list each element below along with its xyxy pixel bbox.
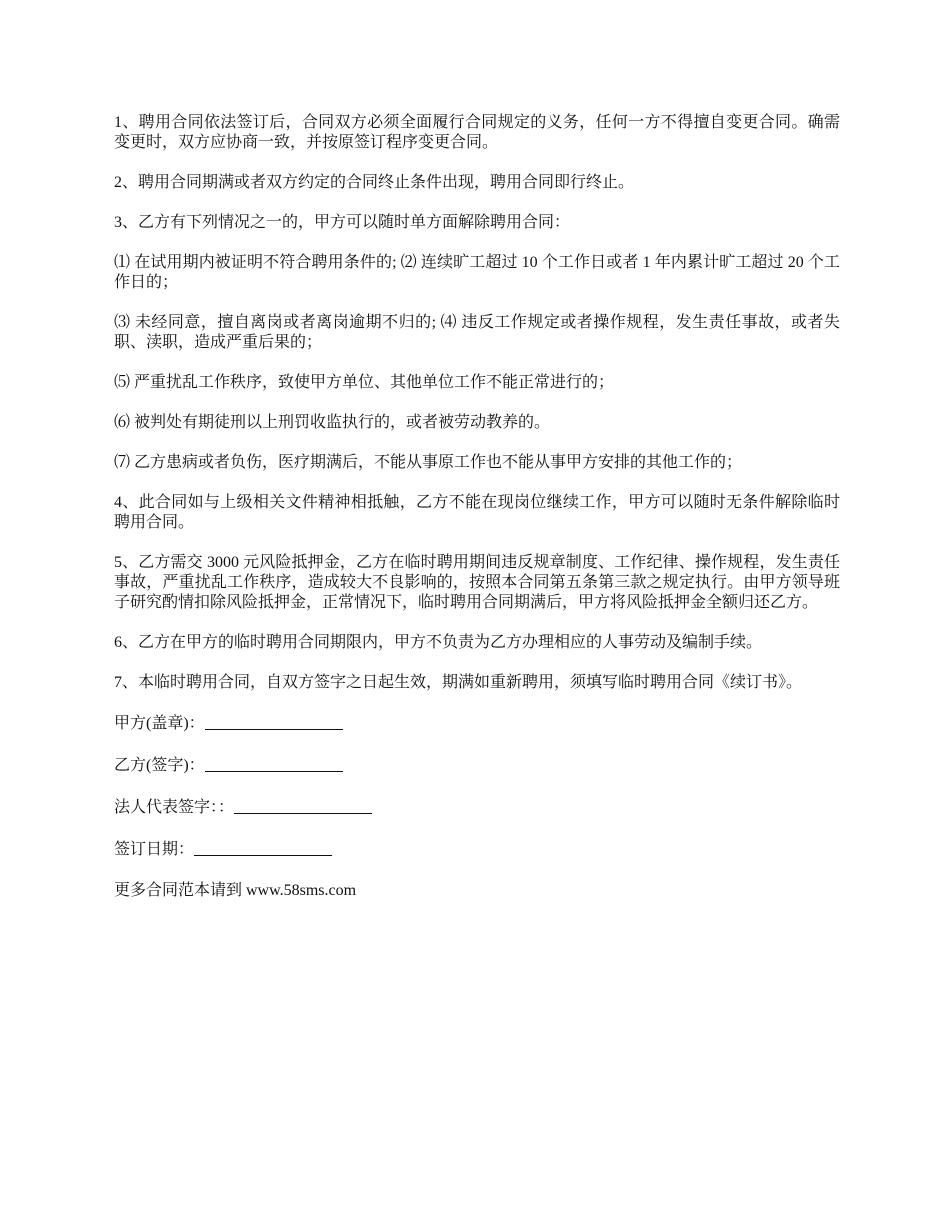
clause-3-item-3-4: ⑶ 未经同意，擅自离岗或者离岗逾期不归的; ⑷ 违反工作规定或者操作规程，发生责任事故，或者失职、渎职，造成严重后果的；	[114, 314, 840, 351]
sign-date-blank[interactable]	[194, 839, 332, 856]
party-a-signature	[114, 713, 840, 734]
party-b-signature	[114, 755, 840, 776]
clause-3-item-6: ⑹ 被判处有期徒刑以上刑罚收监执行的，或者被劳动教养的。	[114, 414, 551, 431]
clause-3-item-1-2: ⑴ 在试用期内被证明不符合聘用条件的; ⑵ 连续旷工超过 10 个工作日或者 1 年内累计旷工超过 20 个工作日的；	[114, 254, 840, 291]
party-a-blank[interactable]	[205, 713, 343, 730]
clause-7: 7、本临时聘用合同，自双方签字之日起生效，期满如重新聘用，须填写临时聘用合同《续订书》。	[114, 674, 803, 691]
footer-link-text: 更多合同范本请到 www.58sms.com	[114, 882, 357, 899]
clause-3: 3、乙方有下列情况之一的，甲方可以随时单方面解除聘用合同：	[114, 214, 571, 231]
legal-rep-signature	[114, 797, 840, 818]
party-b-label: 乙方(签字)：	[114, 757, 205, 774]
sign-date-label: 签订日期：	[114, 841, 195, 858]
legal-rep-blank[interactable]	[234, 797, 372, 814]
clause-3-item-5: ⑸ 严重扰乱工作秩序，致使甲方单位、其他单位工作不能正常进行的；	[114, 374, 615, 391]
clause-4: 4、此合同如与上级相关文件精神相抵触，乙方不能在现岗位继续工作，甲方可以随时无条件解除临时聘用合同。	[114, 494, 840, 531]
clause-5: 5、乙方需交 3000 元风险抵押金，乙方在临时聘用期间违反规章制度、工作纪律、操作规程，发生责任事故，严重扰乱工作秩序，造成较大不良影响的，按照本合同第五条第三款之规定执行。由甲方领导班子研究酌情扣除风险抵押金，正常情况下，临时聘用合同期满后，甲方将风险抵押金全额归还乙方。	[114, 554, 840, 611]
legal-rep-label: 法人代表签字：：	[114, 799, 235, 816]
clause-2: 2、聘用合同期满或者双方约定的合同终止条件出现，聘用合同即行终止。	[114, 174, 635, 191]
party-a-label: 甲方(盖章)：	[114, 715, 205, 732]
clause-3-item-7: ⑺ 乙方患病或者负伤，医疗期满后，不能从事原工作也不能从事甲方安排的其他工作的；	[114, 454, 743, 471]
sign-date	[114, 839, 840, 860]
party-b-blank[interactable]	[205, 755, 343, 772]
contract-document	[114, 113, 840, 922]
clause-1: 1、聘用合同依法签订后，合同双方必须全面履行合同规定的义务，任何一方不得擅自变更合同。确需变更时，双方应协商一致，并按原签订程序变更合同。	[114, 114, 840, 151]
clause-6: 6、乙方在甲方的临时聘用合同期限内，甲方不负责为乙方办理相应的人事劳动及编制手续。	[114, 634, 763, 651]
